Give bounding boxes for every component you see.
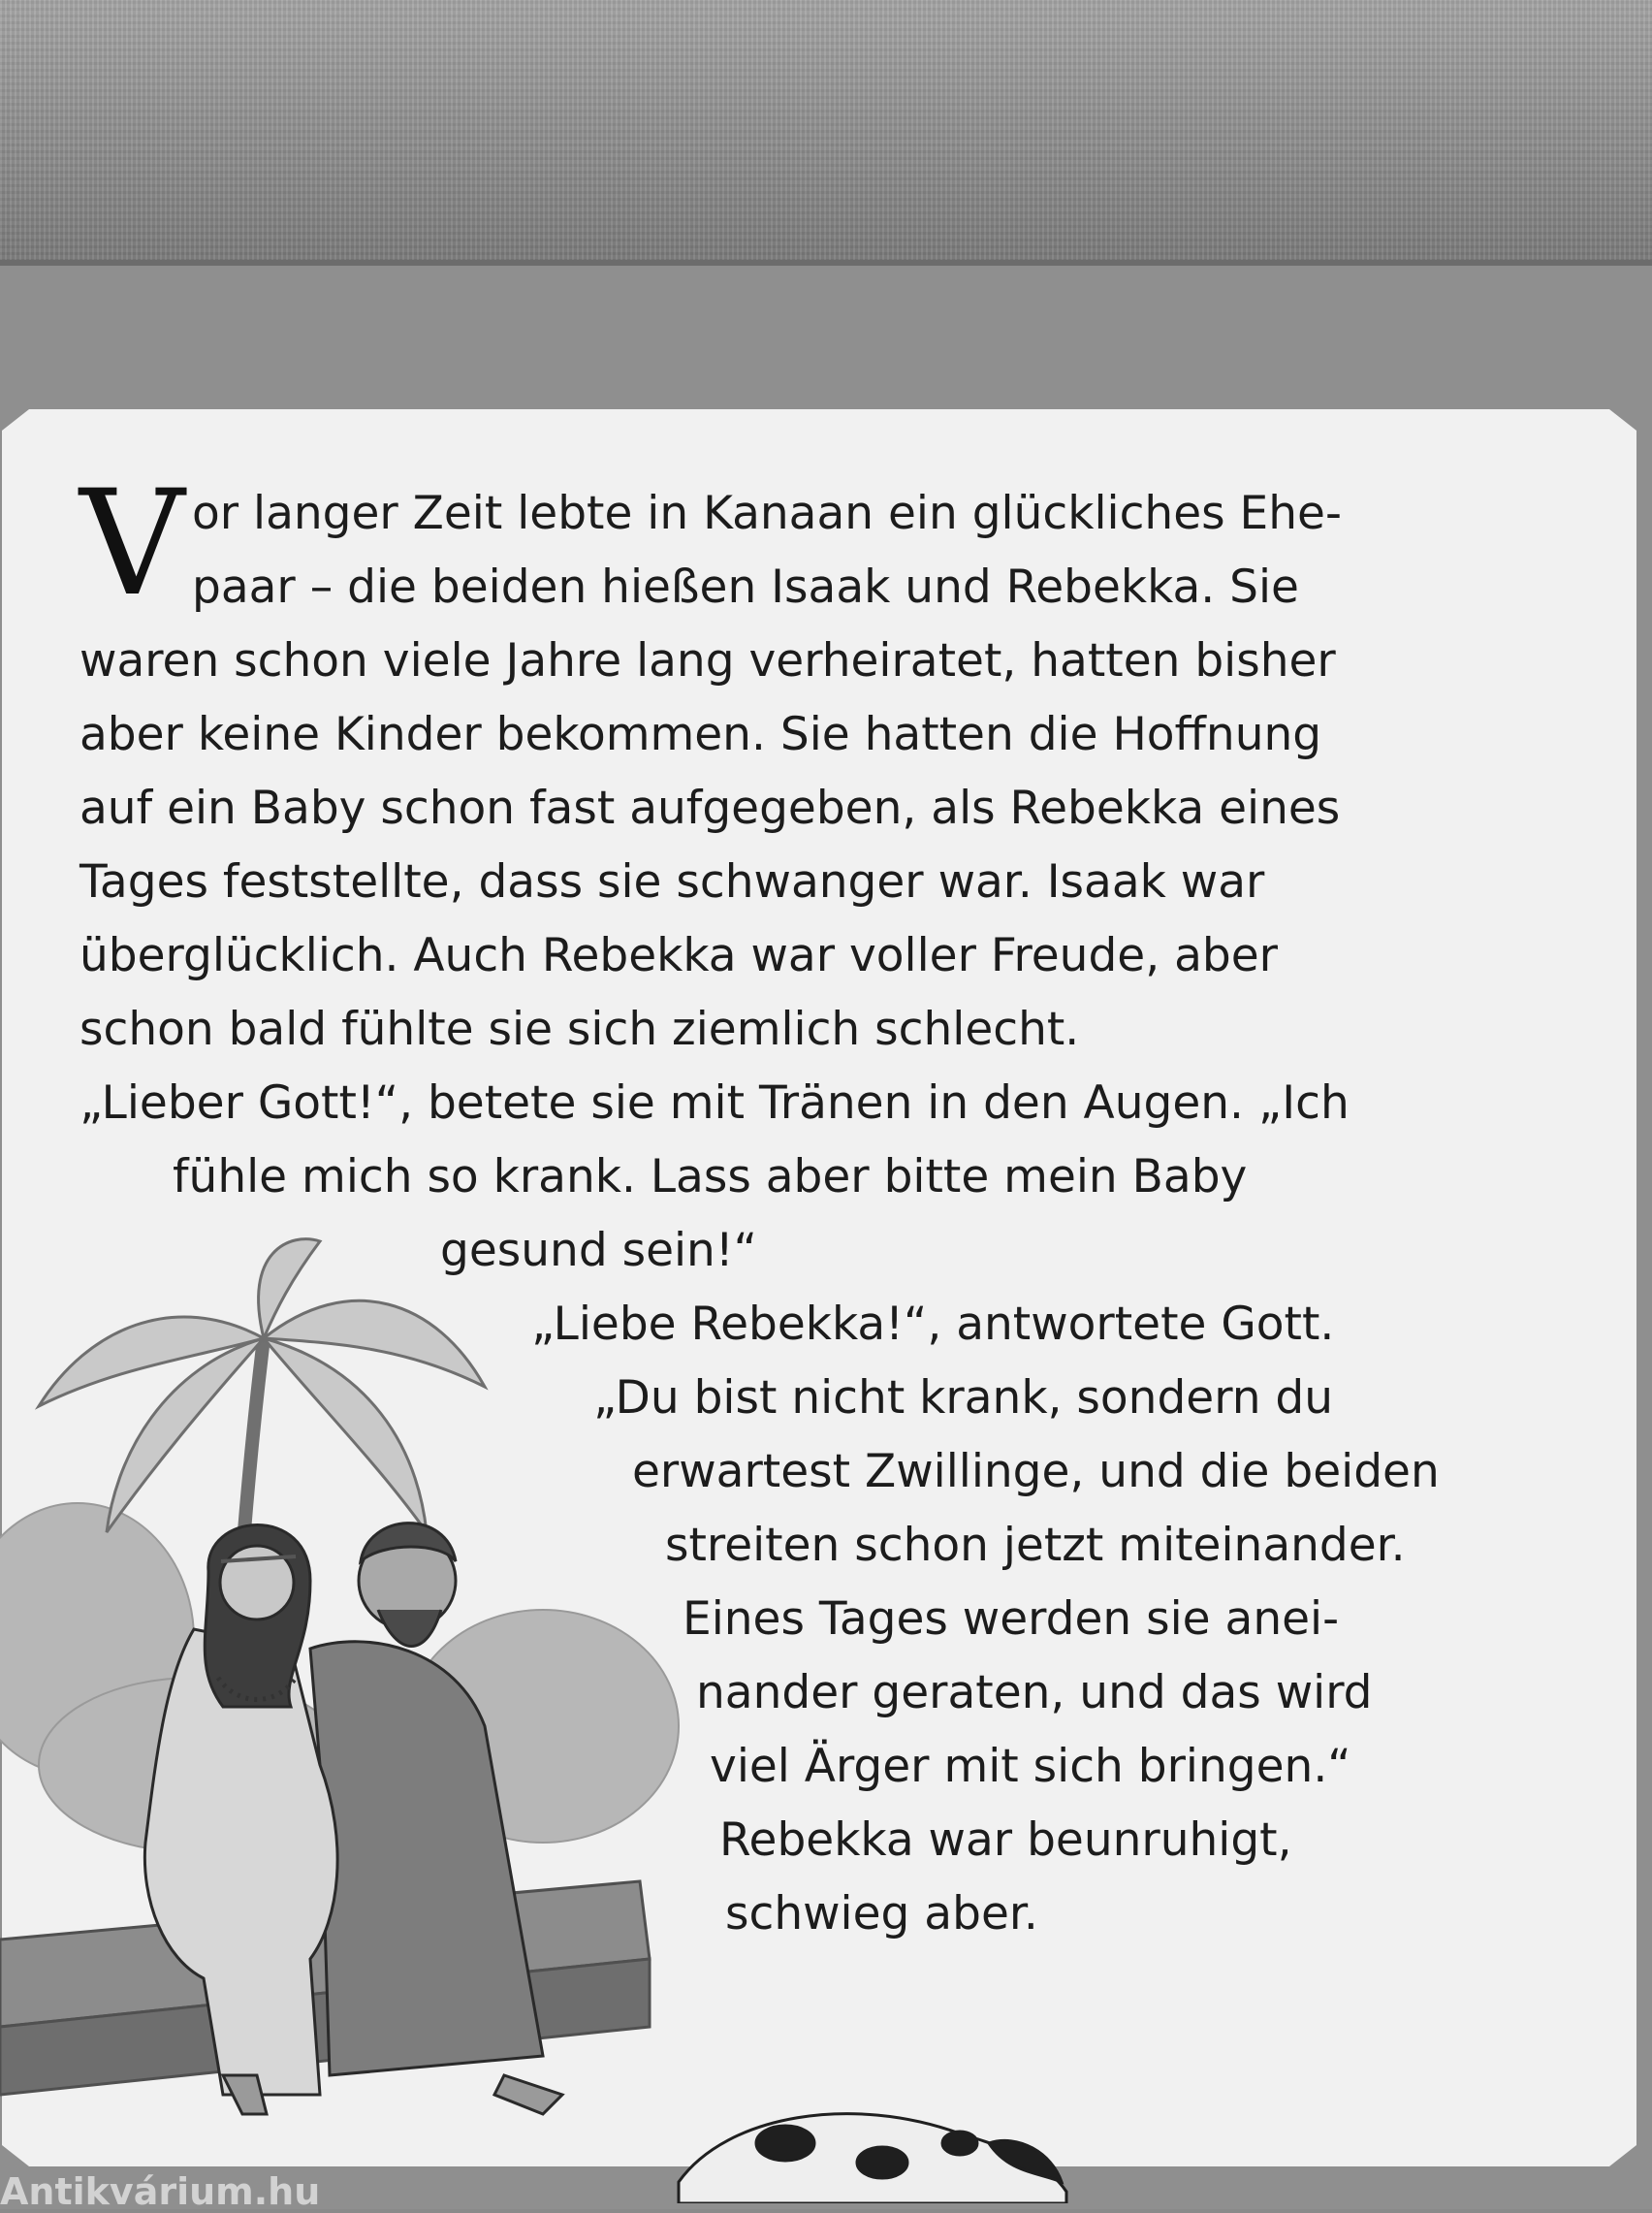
story-line: aber keine Kinder bekommen. Sie hatten die Hoffnung — [79, 708, 1322, 761]
story-line: überglücklich. Auch Rebekka war voller Freude, aber — [79, 929, 1278, 982]
story-line: auf ein Baby schon fast aufgegeben, als Rebekka eines — [79, 782, 1341, 835]
watermark: Antikvárium.hu — [0, 2170, 321, 2213]
dog-illustration — [669, 2075, 1086, 2203]
story-line: Rebekka war beunruhigt, — [719, 1813, 1292, 1867]
story-line: viel Ärger mit sich bringen.“ — [710, 1740, 1351, 1793]
story-line: schon bald fühlte sie sich ziemlich schlecht. — [79, 1003, 1080, 1056]
story-line: streiten schon jetzt miteinander. — [665, 1519, 1406, 1572]
story-line: schwieg aber. — [725, 1887, 1038, 1940]
story-line: „Du bist nicht krank, sondern du — [593, 1371, 1334, 1425]
story-line: waren schon viele Jahre lang verheiratet, hatten bisher — [79, 634, 1336, 688]
couple-illustration — [0, 1222, 698, 2133]
story-line: „Lieber Gott!“, betete sie mit Tränen in den Augen. „Ich — [79, 1076, 1350, 1130]
story-line: or langer Zeit lebte in Kanaan ein glückliches Ehe- — [192, 487, 1342, 540]
story-line: nander geraten, und das wird — [696, 1666, 1373, 1719]
story-line: erwartest Zwillinge, und die beiden — [632, 1445, 1440, 1498]
sleeping-dog — [679, 2114, 1066, 2203]
story-line: gesund sein!“ — [440, 1224, 758, 1277]
story-line: Tages feststellte, dass sie schwanger war. Isaak war — [79, 855, 1265, 909]
story-line: „Liebe Rebekka!“, antwortete Gott. — [531, 1298, 1335, 1351]
story-line: fühle mich so krank. Lass aber bitte mein Baby — [173, 1150, 1248, 1203]
drop-cap: V — [79, 460, 185, 628]
story-line: paar – die beiden hießen Isaak und Rebekka. Sie — [192, 561, 1299, 614]
story-line: Eines Tages werden sie anei- — [683, 1592, 1340, 1646]
